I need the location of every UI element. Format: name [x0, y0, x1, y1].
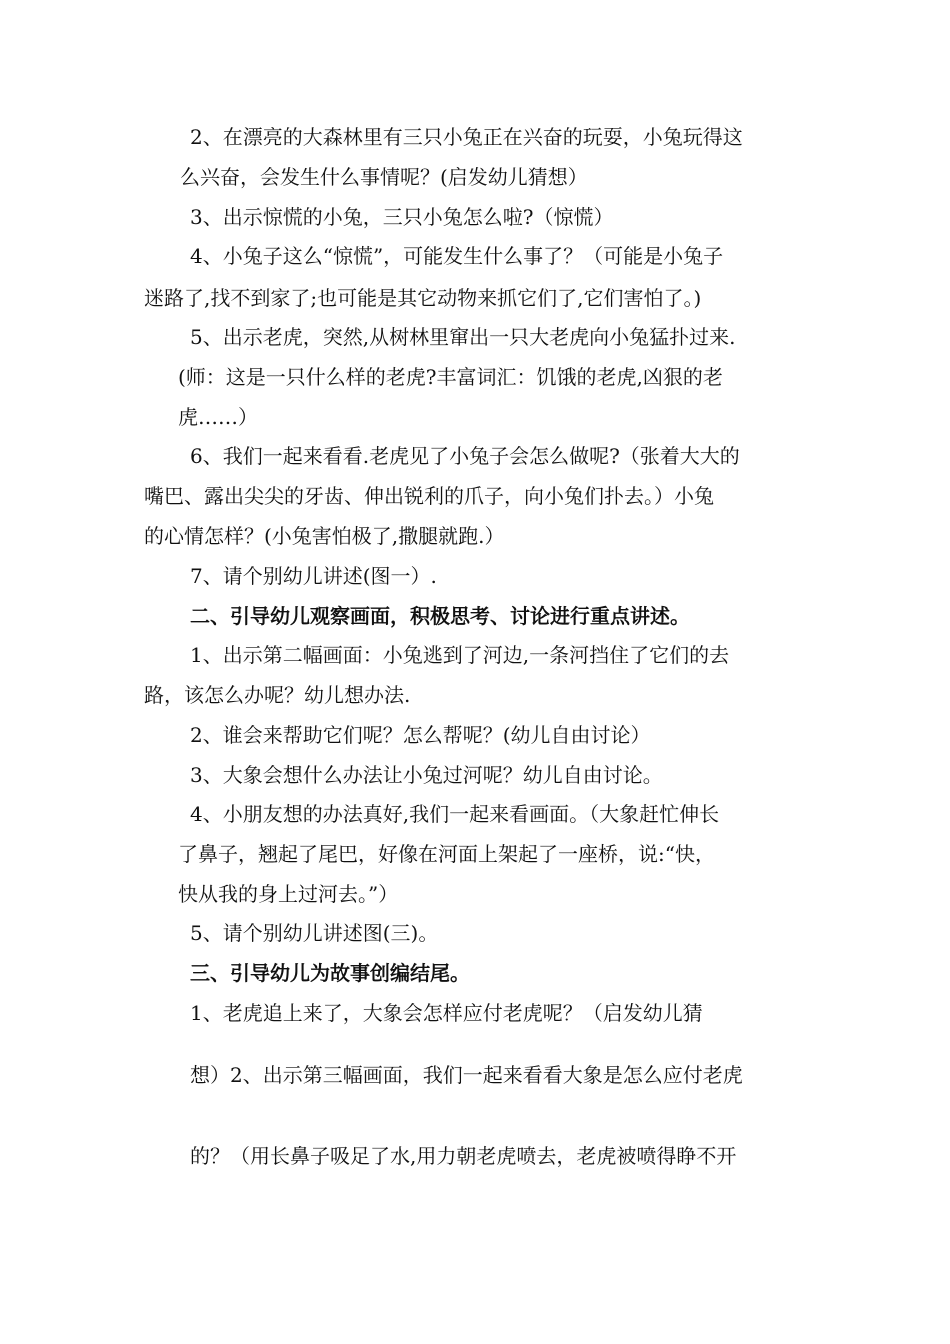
text-line: 1、老虎追上来了，大象会怎样应付老虎呢？（启发幼儿猜: [190, 1001, 703, 1025]
text-line: (师：这是一只什么样的老虎?丰富词汇：饥饿的老虎,凶狠的老: [178, 365, 723, 389]
text-line: 了鼻子，翘起了尾巴，好像在河面上架起了一座桥，说:“快，: [178, 842, 715, 866]
section-heading: 三、引导幼儿为故事创编结尾。: [190, 961, 470, 985]
text-line: 1、出示第二幅画面：小兔逃到了河边,一条河挡住了它们的去: [190, 643, 730, 667]
text-line: 3、大象会想什么办法让小兔过河呢？幼儿自由讨论。: [190, 763, 663, 787]
text-line: 2、谁会来帮助它们呢？怎么帮呢？(幼儿自由讨论）: [190, 723, 651, 747]
text-line: 的？（用长鼻子吸足了水,用力朝老虎喷去，老虎被喷得睁不开: [190, 1144, 737, 1168]
text-line: 5、出示老虎，突然,从树林里窜出一只大老虎向小兔猛扑过来.: [190, 325, 736, 349]
text-line: 7、请个别幼儿讲述(图一）.: [190, 564, 437, 588]
text-line: 3、出示惊慌的小兔，三只小兔怎么啦?（惊慌）: [190, 205, 614, 229]
text-line: 的心情怎样？(小兔害怕极了,撒腿就跑.）: [144, 524, 505, 548]
text-line: 么兴奋，会发生什么事情呢？(启发幼儿猜想）: [180, 165, 588, 189]
text-line: 5、请个别幼儿讲述图(三)。: [190, 921, 439, 945]
text-line: 嘴巴、露出尖尖的牙齿、伸出锐利的爪子，向小兔们扑去。）小兔: [144, 484, 714, 508]
text-line: 4、小朋友想的办法真好,我们一起来看画面。（大象赶忙伸长: [190, 802, 720, 826]
text-line: 4、小兔子这么“惊慌”，可能发生什么事了？（可能是小兔子: [190, 244, 724, 268]
text-line: 想）2、出示第三幅画面，我们一起来看看大象是怎么应付老虎: [190, 1063, 743, 1087]
text-line: 2、在漂亮的大森林里有三只小兔正在兴奋的玩耍，小兔玩得这: [190, 125, 743, 149]
text-line: 迷路了,找不到家了;也可能是其它动物来抓它们了,它们害怕了。): [144, 286, 702, 310]
section-heading: 二、引导幼儿观察画面，积极思考、讨论进行重点讲述。: [190, 604, 690, 628]
text-line: 6、我们一起来看看.老虎见了小兔子会怎么做呢?（张着大大的: [190, 444, 740, 468]
text-line: 虎……）: [178, 405, 258, 429]
text-line: 路，该怎么办呢？幼儿想办法.: [144, 683, 411, 707]
text-line: 快从我的身上过河去。”）: [178, 882, 399, 906]
